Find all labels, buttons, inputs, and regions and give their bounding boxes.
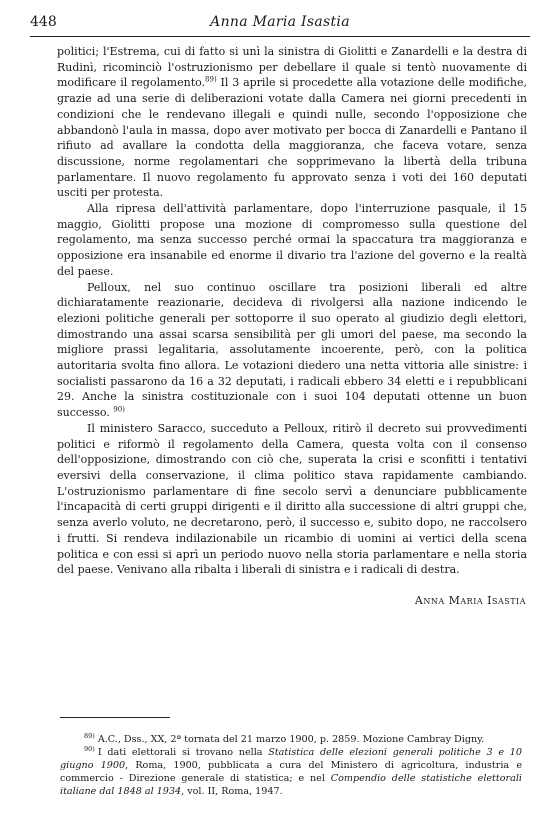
footnote-90-title-2: Compendio delle statistiche elettorali italiane dal 1848 al 1934 <box>60 773 522 797</box>
paragraph-1-text-a: politici; l'Estrema, cui di fatto si unì la sinistra di Giolitti e Zanardelli e la destra di Rudinì, ricominciò l'ostruzionismo per debellare il quale si tentò nuovamente di modificare il regolamento. <box>57 45 527 90</box>
footnote-89-text: A.C., Dss., XX, 2ª tornata del 21 marzo 1900, p. 2859. Mozione Cambray Digny. <box>97 734 485 745</box>
footnotes <box>60 733 522 798</box>
paragraph-4: Il ministero Saracco, succeduto a Pelloux, ritirò il decreto sui provvedimenti politici e riformò il regolamento della Camera, questa volta con il consenso dell'opposizione, dimostrando con ciò che, superata la crisi e sconfitti i tentativi eversivi della conservazione, il clima politico stava rapidamente cambiando. L'ostruzionismo parlamentare di fine secolo servì a denunciare pubblicamente l'incapacità di certi gruppi dirigenti e il diritto alla successione di altri gruppi che, senza averlo voluto, ne decretarono, però, il successo e, subito dopo, ne raccolsero i frutti. Si rendeva indilazionabile un ricambio di uomini ai vertici della scena politica e con essi si aprì un periodo nuovo nella storia parlamentare e nella storia del paese. Venivano alla ribalta i liberali di sinistra e i radicali di destra. <box>57 421 527 577</box>
body-text <box>57 44 527 578</box>
footnote-90-text-a: I dati elettorali si trovano nella <box>97 747 269 758</box>
footnote-ref-90: 90) <box>113 405 125 414</box>
paragraph-2: Alla ripresa dell'attività parlamentare, dopo l'interruzione pasquale, il 15 maggio, Giolitti propose una mozione di compromesso sulla questione del regolamento, ma senza successo perché ormai la spaccatura tra maggioranza e opposizione era insanabile ed enorme il divario tra l'azione del governo e la realtà del paese. <box>57 202 527 278</box>
footnote-90-text-b: , Roma, 1900, pubblicata a cura del Ministero di agricoltura, industria e commercio - Direzione generale di statistica; e nel <box>60 760 523 784</box>
footnote-90-number: 90) <box>84 744 95 753</box>
footnote-90-title-1: Statistica delle elezioni generali politiche 3 e 10 giugno 1900 <box>60 747 523 771</box>
running-head: Anna Maria Isastia <box>210 14 350 30</box>
page-number: 448 <box>30 14 57 30</box>
paragraph-1-text-b: Il 3 aprile si procedette alla votazione delle modifiche, grazie ad una serie di deliberazioni votate dalla Camera nei giorni precedenti in condizioni che le rendevano illegali e quindi nulle, secondo l'opposizione che abbandonò l'aula in massa, dopo aver motivato per bocca di Zanardelli e Pantano il rifiuto ad avallare la condotta della maggioranza, che faceva votare, senza discussione, norme regolamentari che sopprimevano la libertà della tribuna parlamentare. Il nuovo regolamento fu approvato senza i voti dei 160 deputati usciti per protesta. <box>57 76 527 200</box>
paragraph-3-text: Pelloux, nel suo continuo oscillare tra posizioni liberali ed altre dichiaratamente reazionarie, decideva di rivolgersi alla nazione indicendo le elezioni politiche generali per sottoporre il suo operato al giudizio degli elettori, dimostrando una assai scarsa sensibilità per gli umori del paese, ma secondo la migliore prassi legalitaria, assolutamente incoerente, però, con la politica autoritaria svolta fino allora. Le votazioni diedero una netta vittoria alle sinistre: i socialisti passarono da 16 a 32 deputati, i radicali ebbero 34 eletti e i repubblicani 29. Anche la sinistra costituzionale con i suoi 104 deputati ottenne un buon successo. <box>57 280 527 420</box>
author-signature: Anna Maria Isastia <box>414 594 526 607</box>
footnote-89-number: 89) <box>84 731 95 740</box>
paragraph-1 <box>57 44 527 201</box>
footnote-ref-89: 89) <box>205 75 217 84</box>
footnote-90 <box>60 746 522 798</box>
footnote-89 <box>60 733 522 746</box>
footnote-90-text-c: , vol. II, Roma, 1947. <box>181 786 283 797</box>
page-header <box>30 14 530 37</box>
footnote-divider <box>60 717 170 718</box>
paragraph-3 <box>57 280 527 421</box>
